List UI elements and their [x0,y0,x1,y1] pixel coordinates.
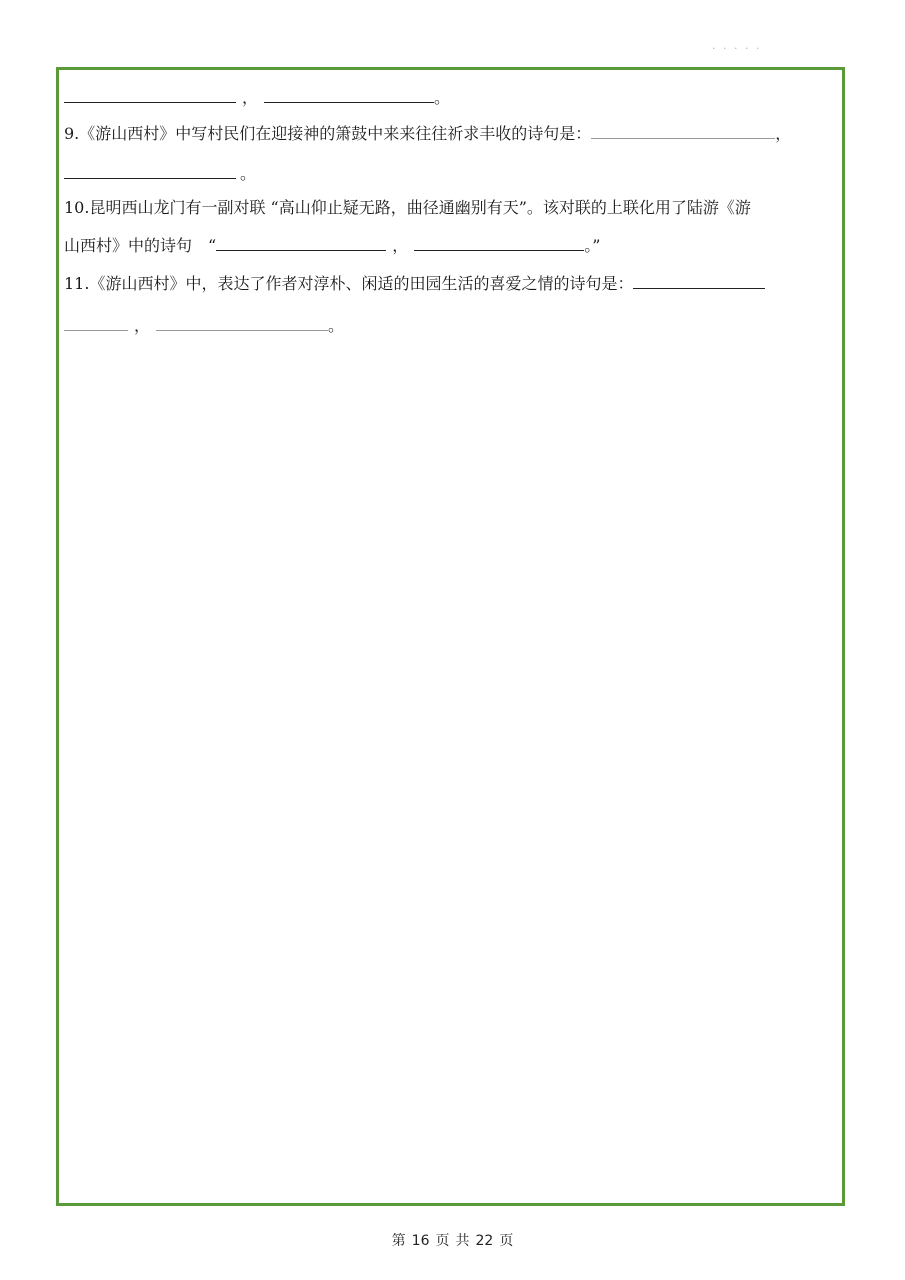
answer-blank[interactable] [64,84,236,103]
question-10-line-2: 山西村》中的诗句 “ ， 。” [64,232,600,260]
page-footer: 第 16 页 共 22 页 [391,1233,514,1249]
answer-blank[interactable] [264,84,434,103]
question-11 [64,270,765,298]
header-mark: · · · · · [712,42,762,55]
question-9-line-2: 。 [64,160,256,188]
answer-blank[interactable] [591,120,775,139]
total-page-count: 22 [475,1233,494,1249]
current-page-number: 16 [411,1233,430,1249]
question-9-text: 9.《游山西村》中写村民们在迎接神的箫鼓中来来往往祈求丰收的诗句是： [64,124,592,143]
question-11-line-2: ， 。 [64,312,344,340]
answer-blank[interactable] [64,160,236,179]
answer-blank[interactable] [216,232,386,251]
answer-blank[interactable] [414,232,584,251]
question-10-text: 10.昆明西山龙门有一副对联 “高山仰止疑无路，曲径通幽别有天”。该对联的上联化用了陆游《游 [64,198,751,217]
answer-blank[interactable] [633,270,765,289]
answer-blank[interactable] [156,312,328,331]
question-11-text: 11.《游山西村》中，表达了作者对淳朴、闲适的田园生活的喜爱之情的诗句是： [64,274,634,293]
question-9: 9.《游山西村》中写村民们在迎接神的箫鼓中来来往往祈求丰收的诗句是： ， [64,120,791,148]
blank-line-1: ， 。 [64,84,450,112]
question-10 [64,194,751,222]
answer-blank[interactable] [64,312,128,331]
